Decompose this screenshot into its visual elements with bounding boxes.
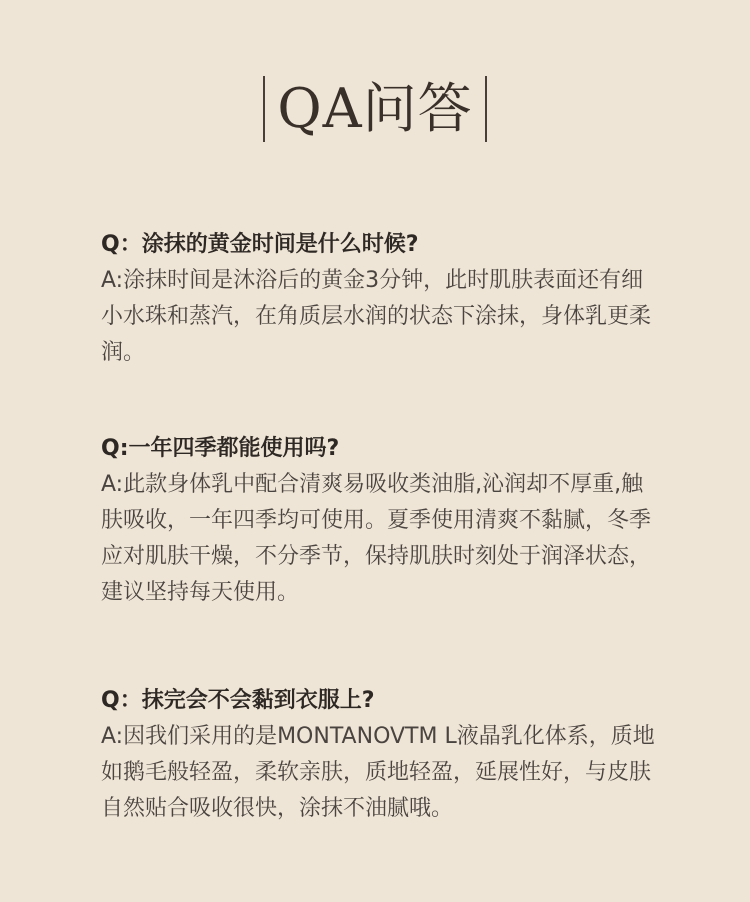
header bbox=[0, 72, 750, 146]
question-2: Q:一年四季都能使用吗? bbox=[101, 436, 340, 461]
answer-2: A:此款身体乳中配合清爽易吸收类油脂,沁润却不厚重,触肤吸收，一年四季均可使用。夏季使用清爽不黏腻，冬季应对肌肤干燥，不分季节，保持肌肤时刻处于润泽状态，建议坚持每天使用。 bbox=[101, 472, 652, 605]
question-3: Q：抹完会不会黏到衣服上? bbox=[101, 688, 375, 713]
qa-item-1 bbox=[101, 227, 661, 371]
qa-item-3 bbox=[101, 683, 661, 827]
answer-1: A:涂抹时间是沐浴后的黄金3分钟，此时肌肤表面还有细小水珠和蒸汽，在角质层水润的状态下涂抹，身体乳更柔润。 bbox=[101, 268, 652, 365]
question-1: Q：涂抹的黄金时间是什么时候? bbox=[101, 232, 419, 257]
qa-item-2 bbox=[101, 431, 661, 611]
page-title: QA问答 bbox=[277, 77, 473, 140]
title-bar-right bbox=[485, 76, 487, 142]
answer-3: A:因我们采用的是MONTANOVTM L液晶乳化体系，质地如鹅毛般轻盈，柔软亲肤，质地轻盈，延展性好，与皮肤自然贴合吸收很快，涂抹不油腻哦。 bbox=[101, 724, 655, 821]
